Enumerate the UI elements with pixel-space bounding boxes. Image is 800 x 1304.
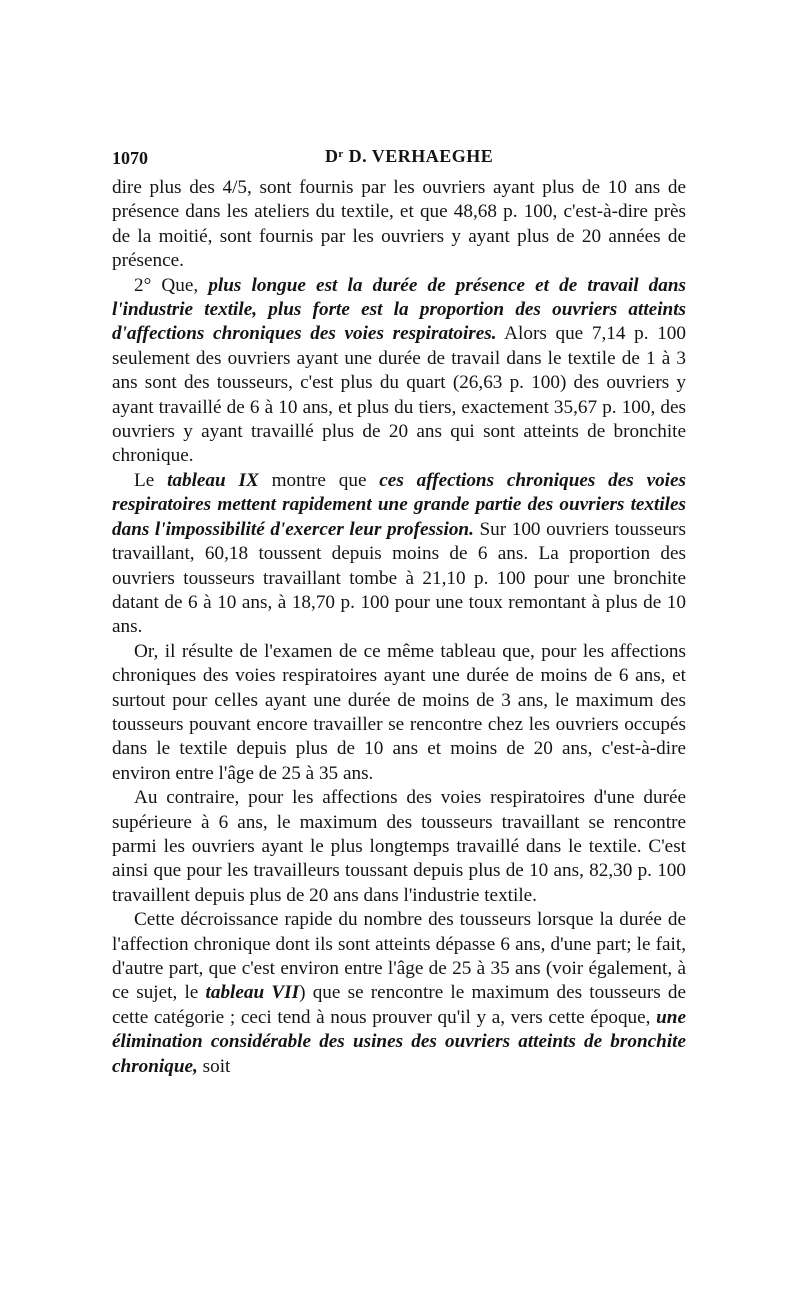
text-segment: Sur 100 ouvriers tousseurs travaillant, 60,18 toussent depuis moins de 6 ans. La proportion des ouvriers tousseurs travaillant tombe à 21,10 p. 100 pour une bronchite datant de 6 à 10 ans, à 18,70 p. 100 pour une toux remontant à plus de 10 ans. — [112, 518, 686, 638]
text-segment: soit — [197, 1055, 231, 1077]
text-segment: Le — [134, 469, 168, 491]
text-segment: ) que se rencontre le maximum des tousseurs de cette catégorie ; ceci tend à nous prouver qu'il y a, vers cette époque, — [112, 982, 687, 1028]
paragraph-1 — [112, 176, 686, 274]
italic-segment: tableau IX — [167, 469, 259, 491]
text-segment: Or, il résulte de l'examen de ce même tableau que, pour les affections chroniques des voies respiratoires ayant une durée de moins de 6 ans, et surtout pour celles ayant une durée de moins de 3 ans, le maximum des tousseurs pouvant encore travailler se rencontre chez les ouvriers occupés dans le textile depuis plus de 10 ans et moins de 20 ans, c'est-à-dire environ entre l'âge de 25 à 35 ans. — [112, 640, 686, 784]
book-page — [112, 146, 686, 1079]
text-segment: 2° Que, — [134, 274, 209, 296]
running-head: Dʳ D. VERHAEGHE — [325, 146, 494, 166]
italic-segment: tableau VII — [205, 982, 300, 1004]
italic-segment: une élimination considérable des usines des ouvriers atteints de bronchite chronique, — [112, 1006, 686, 1077]
text-segment: Au contraire, pour les affections des voies respiratoires d'une durée supérieure à 6 ans, le maximum des tousseurs travaillant se rencontre parmi les ouvriers ayant le plus longtemps travaillé dans le textile. C'est ainsi que pour les travailleurs toussant depuis plus de 10 ans, 82,30 p. 100 travaillent depuis plus de 20 ans dans l'industrie textile. — [112, 787, 686, 906]
paragraph-3 — [112, 469, 686, 640]
paragraph-6 — [112, 908, 686, 1079]
page-header — [112, 146, 686, 176]
text-segment: Cette décroissance rapide du nombre des tousseurs lorsque la durée de l'affection chronique dont ils sont atteints dépasse 6 ans, d'une part; le fait, d'autre part, que c'est environ entre l'âge de 25 à 35 ans (voir également, à ce sujet, le — [112, 909, 686, 1004]
text-segment: dire plus des 4/5, sont fournis par les ouvriers ayant plus de 10 ans de présence dans les ateliers du textile, et que 48,68 p. 100, c'est-à-dire près de la moitié, sont fournis par les ouvriers y ayant plus de 20 années de présence. — [112, 177, 686, 272]
page-number: 1070 — [112, 148, 148, 168]
italic-segment: plus longue est la durée de présence et de travail dans l'industrie textile, plus forte est la proportion des ouvriers atteints d'affections chroniques des voies respiratoires. — [112, 274, 687, 345]
paragraph-4 — [112, 640, 686, 786]
italic-segment: ces affections chroniques des voies respiratoires mettent rapidement une grande partie des ouvriers textiles dans l'impossibilité d'exercer leur profession. — [112, 469, 686, 540]
text-segment: montre que — [258, 469, 380, 491]
paragraph-2 — [112, 274, 686, 469]
paragraph-5 — [112, 786, 686, 908]
text-segment: Alors que 7,14 p. 100 seulement des ouvriers ayant une durée de travail dans le textile de 1 à 3 ans sont des tousseurs, c'est plus du quart (26,63 p. 100) des ouvriers y ayant travaillé de 6 à 10 ans, et plus du tiers, exactement 35,67 p. 100, des ouvriers y ayant travaillé plus de 20 ans qui sont atteints de bronchite chronique. — [112, 323, 686, 467]
body-text — [112, 176, 686, 1079]
